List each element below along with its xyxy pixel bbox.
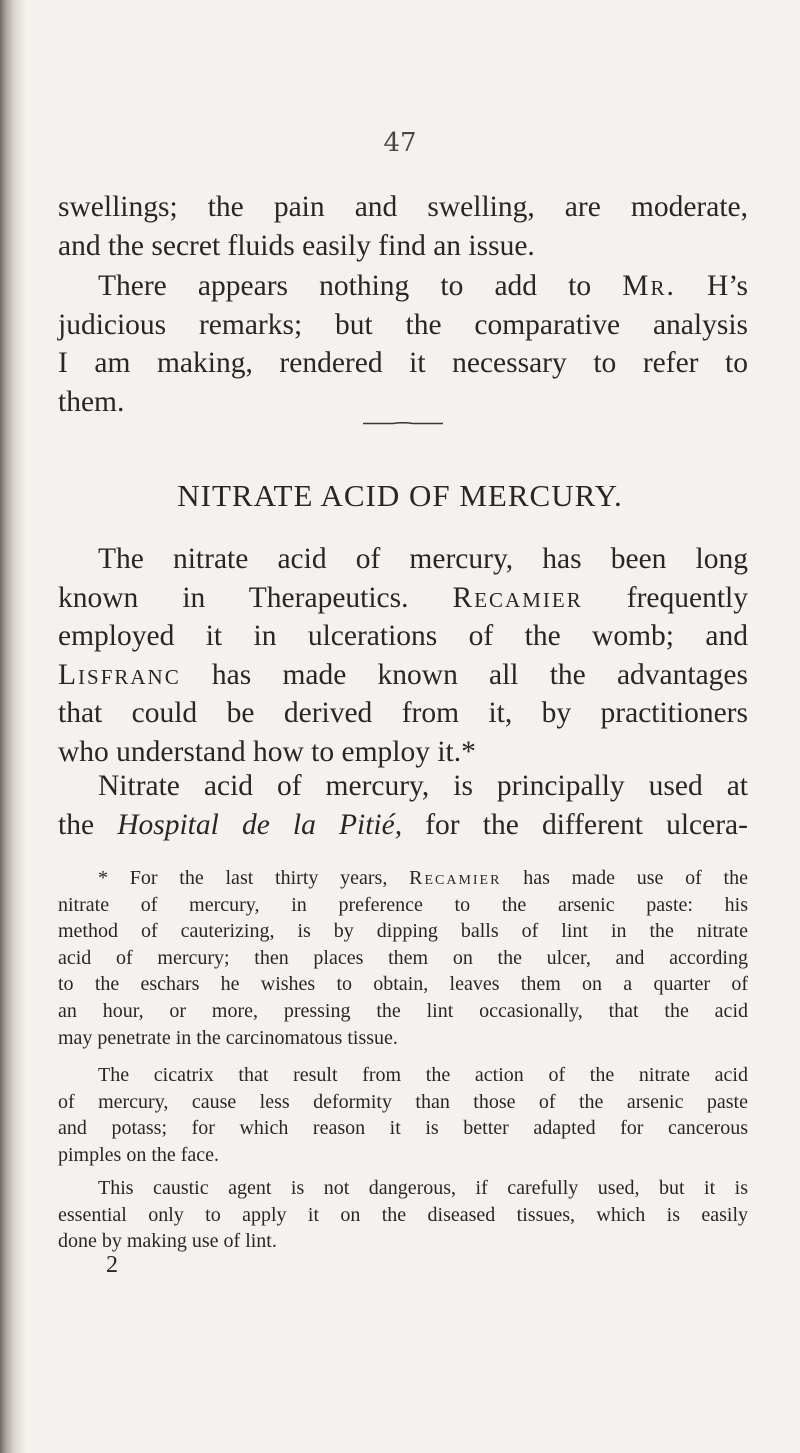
text-line: employed it in ulcerations of the womb; and [58, 620, 748, 652]
footnote-line: of mercury, cause less deformity than those of the arsenic paste [58, 1090, 748, 1113]
text-line: I am making, rendered it necessary to refer to [58, 347, 748, 379]
text-line: them. [58, 385, 125, 418]
text-line: who understand how to employ it.* [58, 735, 476, 768]
remarks-paragraph [58, 267, 748, 421]
page-number: 47 [383, 128, 417, 158]
binding-shadow [0, 0, 26, 1453]
text-line: Lisfranc has made known all the advantages [58, 658, 748, 691]
footnote-line: acid of mercury; then places them on the ulcer, and according [58, 946, 748, 969]
footnote-line: method of cauterizing, is by dipping balls of lint in the nitrate [58, 920, 748, 943]
section-divider [363, 422, 443, 425]
footnote-line: an hour, or more, pressing the lint occasionally, that the acid [58, 999, 748, 1022]
usage-paragraph [58, 767, 748, 844]
text-line: that could be derived from it, by practitioners [58, 697, 748, 729]
text-line: judicious remarks; but the comparative analysis [58, 308, 748, 341]
author-name: Mr. [622, 270, 676, 302]
text-line: and the secret fluids easily find an issue. [58, 229, 535, 262]
footnote-line: to the eschars he wishes to obtain, leaves them on a quarter of [58, 973, 748, 996]
text-line: the Hospital de la Pitié, for the different ulcera- [58, 808, 748, 841]
footnote-line: nitrate of mercury, in preference to the arsenic paste: his [58, 893, 748, 916]
footnote-line: essential only to apply it on the diseased tissues, which is easily [58, 1203, 748, 1226]
text-line: swellings; the pain and swelling, are moderate, [58, 191, 748, 223]
author-name: Lisfranc [58, 658, 181, 691]
text-line: There appears nothing to add to Mr. H’s [98, 270, 748, 302]
section-heading: NITRATE ACID OF MERCURY. [177, 478, 623, 513]
footnote-line: and potass; for which reason it is better adapted for cancerous [58, 1117, 748, 1140]
footnote-line: * For the last thirty years, Recamier has made use of the [98, 867, 748, 889]
author-name: Recamier [452, 581, 583, 614]
footnote-recamier [58, 865, 748, 1051]
footnote-line: may penetrate in the carcinomatous tissue. [58, 1026, 398, 1049]
nitrate-paragraph [58, 540, 748, 771]
footnote-cicatrix [58, 1062, 748, 1168]
text-line: The nitrate acid of mercury, has been long [98, 543, 748, 575]
footnote-line: done by making use of lint. [58, 1230, 277, 1253]
text-line: Nitrate acid of mercury, is principally used at [98, 770, 748, 802]
signature-mark: 2 [106, 1252, 118, 1278]
intro-paragraph [58, 188, 748, 265]
footnote-caustic [58, 1175, 748, 1255]
author-name: Recamier [409, 867, 502, 889]
footnote-line: The cicatrix that result from the action of the nitrate acid [98, 1064, 748, 1086]
footnote-line: pimples on the face. [58, 1143, 220, 1166]
text-line: known in Therapeutics. Recamier frequently [58, 581, 748, 614]
footnote-line: This caustic agent is not dangerous, if carefully used, but it is [98, 1177, 748, 1199]
hospital-name: Hospital de la Pitié, [117, 808, 403, 841]
